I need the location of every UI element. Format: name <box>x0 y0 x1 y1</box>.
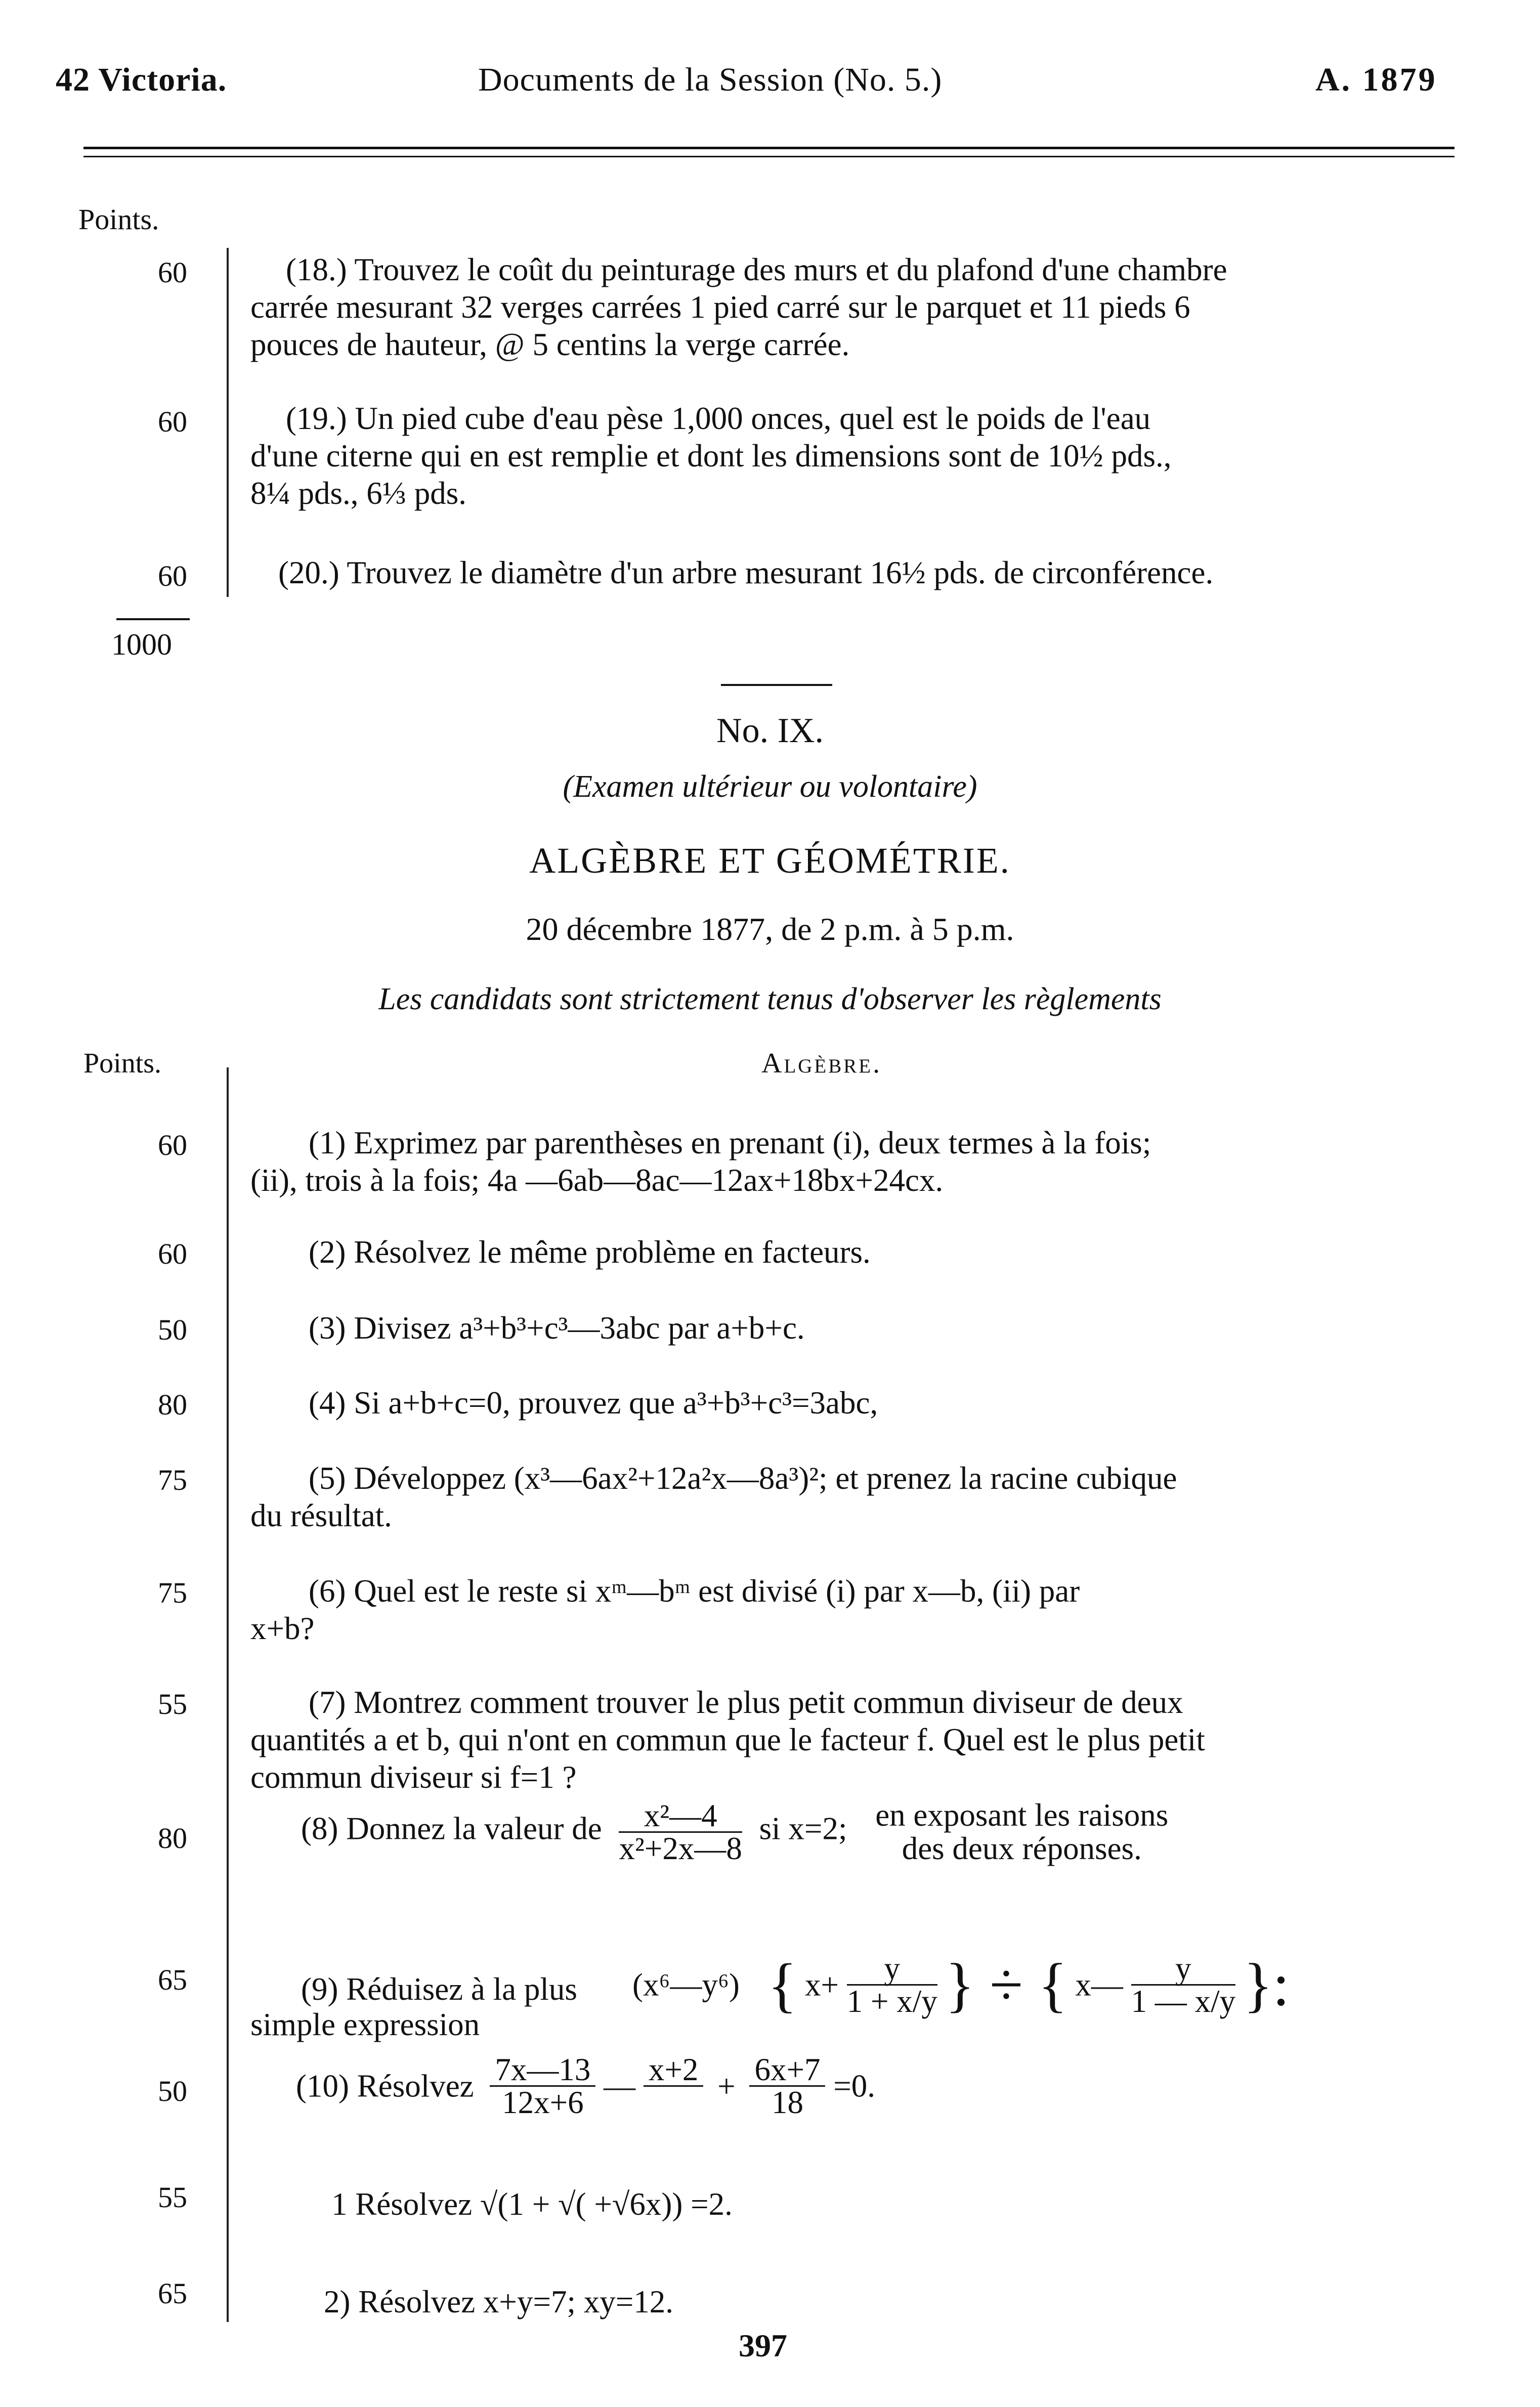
fraction <box>644 2054 704 2118</box>
fraction <box>490 2054 595 2118</box>
question-20 <box>238 554 1467 591</box>
exam-date: 20 décembre 1877, de 2 p.m. à 5 p.m. <box>526 911 1014 947</box>
points-label: Points. <box>78 203 159 236</box>
question-10 <box>296 2054 875 2118</box>
expression-term: x— <box>1075 1967 1123 2003</box>
header-right: A. 1879 <box>1315 61 1437 98</box>
fraction <box>1131 1953 1236 2017</box>
question-line: (3) Divisez a³+b³+c³—3abc par a+b+c. <box>309 1310 805 1346</box>
question-line: (18.) Trouvez le coût du peinturage des murs et du plafond d'une chambre <box>286 252 1227 287</box>
question-12: 2) Résolvez x+y=7; xy=12. <box>324 2284 674 2319</box>
fraction-numerator: 7x—13 <box>490 2054 595 2087</box>
question-line: quantités a et b, qui n'ont en commun que le facteur f. Quel est le plus petit <box>250 1722 1205 1757</box>
question-note-line: des deux réponses. <box>902 1831 1142 1866</box>
fraction-numerator: 6x+7 <box>749 2054 825 2087</box>
points-total: 1000 <box>111 628 172 661</box>
question-points: 65 <box>158 1963 187 1996</box>
question-line: (19.) Un pied cube d'eau pèse 1,000 onces, quel est le poids de l'eau <box>286 401 1151 436</box>
question-line: commun diviseur si f=1 ? <box>250 1759 577 1795</box>
question-11: 1 Résolvez √(1 + √( +√6x)) =2. <box>331 2186 733 2222</box>
total-rule <box>116 618 190 620</box>
fraction-numerator: y <box>847 1953 937 1986</box>
algebra-heading: Algèbre. <box>761 1048 882 1079</box>
question-line: (2) Résolvez le même problème en facteurs. <box>309 1234 871 1270</box>
operator: + <box>717 2068 736 2104</box>
question-line: (ii), trois à la fois; 4a —6ab—8ac—12ax+18bx+24cx. <box>250 1163 944 1198</box>
brace-close: }: <box>1243 1951 1290 2018</box>
question-19 <box>250 400 1480 512</box>
question-3 <box>250 1309 1480 1347</box>
question-line: du résultat. <box>250 1498 392 1533</box>
expression-term: x+ <box>805 1967 839 2003</box>
fraction-numerator: x+2 <box>644 2054 704 2087</box>
question-points: 65 <box>158 2277 187 2310</box>
question-points: 50 <box>158 2075 187 2108</box>
header-left: 42 Victoria. <box>56 61 227 98</box>
question-9-expression <box>632 1953 1442 2017</box>
points-divider <box>227 248 229 597</box>
fraction-denominator: 18 <box>771 2085 803 2120</box>
fraction-numerator: y <box>1131 1953 1236 1986</box>
header-rule-thin <box>83 156 1455 157</box>
fraction-denominator: x²+2x—8 <box>619 1830 742 1866</box>
question-text: (8) Donnez la valeur de <box>301 1811 602 1846</box>
operator: — <box>604 2068 636 2104</box>
question-9-prefix-2: simple expression <box>250 2007 480 2042</box>
points-label: Points. <box>83 1048 162 1079</box>
question-points: 75 <box>158 1464 187 1496</box>
question-line: x+b? <box>250 1611 315 1646</box>
fraction-numerator: x²—4 <box>619 1800 742 1833</box>
question-6 <box>250 1572 1480 1647</box>
section-rule <box>721 684 832 686</box>
question-18 <box>250 251 1480 363</box>
header-rule <box>83 147 1455 149</box>
brace-divide: } ÷ { <box>945 1951 1067 2018</box>
question-line: carrée mesurant 32 verges carrées 1 pied carré sur le parquet et 11 pieds 6 <box>250 289 1190 325</box>
question-points: 55 <box>158 1688 187 1721</box>
question-1 <box>250 1124 1480 1199</box>
question-text: si x=2; <box>759 1811 847 1846</box>
brace-open: { <box>767 1951 797 2018</box>
fraction-denominator <box>644 2087 704 2118</box>
page-number: 397 <box>739 2328 787 2363</box>
exam-instructions: Les candidats sont strictement tenus d'observer les règlements <box>378 982 1162 1016</box>
fraction-denominator: 1 — x/y <box>1131 1984 1236 2019</box>
question-points: 80 <box>158 1822 187 1855</box>
question-9-prefix: (9) Réduisez à la plus <box>301 1971 577 2007</box>
question-line: (6) Quel est le reste si xᵐ—bᵐ est divisé (i) par x—b, (ii) par <box>309 1573 1080 1609</box>
question-note-line: en exposant les raisons <box>875 1797 1169 1833</box>
question-5 <box>250 1459 1480 1534</box>
question-line: (5) Développez (x³—6ax²+12a²x—8a³)²; et prenez la racine cubique <box>309 1460 1177 1496</box>
fraction-denominator: 12x+6 <box>502 2085 584 2120</box>
question-line: (20.) Trouvez le diamètre d'un arbre mesurant 16½ pds. de circonférence. <box>278 555 1214 590</box>
question-2 <box>250 1233 1480 1271</box>
question-points: 55 <box>158 2181 187 2214</box>
question-points: 60 <box>158 1237 187 1270</box>
question-points: 60 <box>158 560 187 592</box>
question-line: (7) Montrez comment trouver le plus petit commun diviseur de deux <box>309 1685 1183 1720</box>
question-line: (1) Exprimez par parenthèses en prenant (i), deux termes à la fois; <box>309 1125 1151 1160</box>
question-points: 60 <box>158 256 187 289</box>
fraction <box>847 1953 937 2017</box>
header-center: Documents de la Session (No. 5.) <box>478 61 943 98</box>
fraction <box>749 2054 825 2118</box>
fraction <box>619 1797 742 1866</box>
question-points: 80 <box>158 1388 187 1421</box>
section-number: No. IX. <box>716 711 824 750</box>
question-points: 60 <box>158 1129 187 1162</box>
fraction-denominator: 1 + x/y <box>846 1984 937 2019</box>
question-note <box>875 1798 1168 1865</box>
expression-factor: (x⁶—y⁶) <box>632 1967 740 2003</box>
question-text: =0. <box>833 2068 876 2104</box>
question-points: 75 <box>158 1576 187 1609</box>
question-8 <box>301 1798 1480 1865</box>
question-line: pouces de hauteur, @ 5 centins la verge carrée. <box>250 327 850 362</box>
section-subtitle: (Examen ultérieur ou volontaire) <box>563 769 977 804</box>
section-title: ALGÈBRE ET GÉOMÉTRIE. <box>529 840 1011 881</box>
question-7 <box>250 1684 1480 1796</box>
question-4 <box>250 1384 1480 1422</box>
question-points: 50 <box>158 1313 187 1346</box>
question-line: d'une citerne qui en est remplie et dont les dimensions sont de 10½ pds., <box>250 438 1172 474</box>
points-divider <box>227 1067 229 2322</box>
question-points: 60 <box>158 405 187 438</box>
question-line: (4) Si a+b+c=0, prouvez que a³+b³+c³=3abc, <box>309 1385 878 1421</box>
question-text: (10) Résolvez <box>296 2068 474 2104</box>
question-line: 8¼ pds., 6⅓ pds. <box>250 476 467 511</box>
